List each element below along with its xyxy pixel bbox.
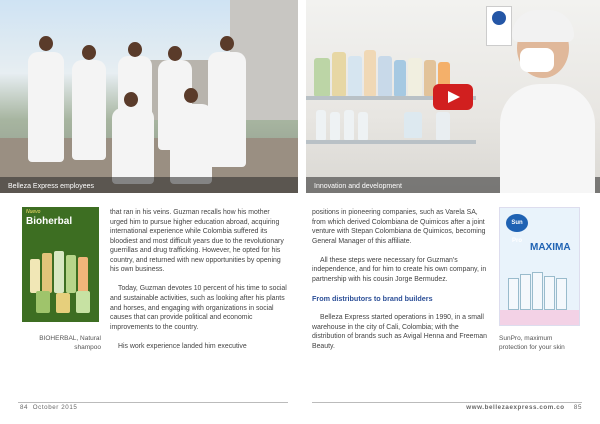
bottle: [408, 58, 422, 96]
footer-right: [466, 404, 582, 411]
safety-icon: [492, 11, 506, 25]
bottle: [378, 56, 392, 96]
footer-rule: [312, 402, 582, 403]
flask: [436, 112, 450, 140]
product-caption: SunPro, maximum protection for your skin: [499, 335, 565, 351]
employee: [170, 104, 212, 184]
bottle: [348, 56, 362, 96]
photo-caption: Innovation and development: [314, 183, 402, 190]
sunpro-product-image: [499, 207, 580, 326]
footer-left: [20, 404, 77, 411]
shelf: [306, 140, 476, 144]
bottle: [394, 60, 406, 96]
hair-cap: [512, 10, 574, 42]
safety-sign: [486, 6, 512, 46]
sunpro-logo: Sun Pro: [506, 214, 528, 232]
employees-photo: [0, 0, 298, 193]
bottle: [314, 58, 330, 96]
lab-worker: [500, 84, 595, 193]
page-number: 85: [573, 404, 582, 411]
beaker: [404, 112, 422, 138]
paragraph: positions in pioneering companies, such as Varela SA, from which derived Colombiana de Quimicos after a joint venture with Stepan Colombiana de Quimicos, becoming General Manager of this affiliate.: [312, 209, 486, 245]
photo-caption: Belleza Express employees: [8, 183, 94, 190]
paragraph: All these steps were necessary for Guzman's independence, and for him to create his own company, in partnership with his cousin Jorge Bermudez.: [312, 256, 487, 283]
employee: [208, 52, 246, 167]
employee: [72, 60, 106, 160]
footer-rule: [18, 402, 288, 403]
issue-date: October 2015: [32, 404, 78, 411]
website-link[interactable]: www.bellezaexpress.com.co: [466, 404, 565, 411]
test-tube: [316, 110, 326, 140]
bottle: [332, 52, 346, 96]
paragraph: Belleza Express started operations in 1990, in a small warehouse in the city of Cali, Colombia; with the distribution of brands such as Avigal Henna and Freeman Beauty.: [312, 314, 487, 350]
article-column-1: [110, 208, 288, 351]
product-name: Bioherbal: [26, 216, 73, 227]
test-tube: [358, 112, 368, 140]
face-mask: [520, 48, 554, 72]
page-number: 84: [20, 404, 29, 411]
employee: [28, 52, 64, 162]
test-tube: [344, 110, 354, 140]
video-play-icon[interactable]: [433, 84, 473, 110]
paragraph: His work experience landed him executive: [118, 342, 247, 350]
product-tagline: Nuevo: [26, 209, 41, 215]
employee: [112, 108, 154, 184]
section-heading: From distributors to brand builders: [312, 294, 433, 304]
paragraph: that ran in his veins. Guzman recalls how his mother urged him to pursue higher education abroad, acquiring international experience while Colombia suffered its bloodiest and most difficult years due to the revolutionary guerrillas and drug trafficking. However, he opted for his country, and returned with new opportunities by opening his own business.: [110, 209, 284, 274]
product-caption: BIOHERBAL, Natural shampoo: [39, 335, 101, 351]
bottle: [364, 50, 376, 96]
bioherbal-product-image: [22, 207, 99, 322]
product-name: MAXIMA: [530, 242, 571, 253]
paragraph: Today, Guzman devotes 10 percent of his time to social and sustainable activities, such as looking after his plants and horses, and engaging with organizations in social causes that can provide political and economic improvements to the country.: [110, 285, 287, 331]
article-column-2: [312, 208, 489, 351]
test-tube: [330, 112, 340, 140]
